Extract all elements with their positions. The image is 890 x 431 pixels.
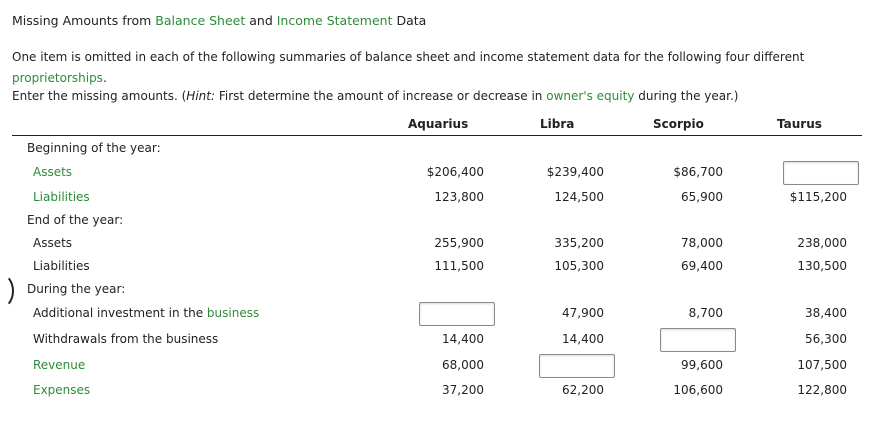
- input-aquarius-investment[interactable]: [419, 302, 495, 326]
- input-scorpio-withdrawals[interactable]: [660, 328, 736, 352]
- income-statement-link[interactable]: Income Statement: [276, 13, 393, 28]
- column-header-libra: Libra: [540, 117, 575, 131]
- cell-libra-end-assets: 335,200: [554, 236, 604, 250]
- cell-taurus-end-liabilities: 130,500: [797, 259, 847, 273]
- left-edge-arc: [0, 273, 14, 309]
- cell-scorpio-investment: 8,700: [688, 306, 723, 320]
- instructions: Enter the missing amounts. (Hint: First determine the amount of increase or decrease in owner's equity during the year.): [12, 89, 739, 103]
- cell-taurus-end-assets: 238,000: [797, 236, 847, 250]
- cell-scorpio-end-assets: 78,000: [681, 236, 723, 250]
- cell-libra-investment: 47,900: [562, 306, 604, 320]
- cell-taurus-beg-liabilities: $115,200: [789, 190, 847, 204]
- input-libra-revenue[interactable]: [539, 354, 615, 378]
- cell-aquarius-expenses: 37,200: [442, 383, 484, 397]
- cell-libra-withdrawals: 14,400: [562, 332, 604, 346]
- input-taurus-beg-assets[interactable]: [783, 161, 859, 185]
- cell-taurus-withdrawals: 56,300: [805, 332, 847, 346]
- cell-taurus-investment: 38,400: [805, 306, 847, 320]
- cell-aquarius-revenue: 68,000: [442, 358, 484, 372]
- column-header-aquarius: Aquarius: [408, 117, 469, 131]
- balance-sheet-link[interactable]: Balance Sheet: [155, 13, 246, 28]
- cell-scorpio-beg-assets: $86,700: [673, 165, 723, 179]
- cell-taurus-expenses: 122,800: [797, 383, 847, 397]
- row-label-expenses[interactable]: Expenses: [33, 383, 91, 397]
- cell-libra-beg-assets: $239,400: [546, 165, 604, 179]
- row-label-beg-liabilities[interactable]: Liabilities: [33, 190, 90, 204]
- row-label-revenue[interactable]: Revenue: [33, 358, 86, 372]
- column-header-scorpio: Scorpio: [653, 117, 704, 131]
- business-link[interactable]: business: [206, 306, 260, 320]
- cell-aquarius-withdrawals: 14,400: [442, 332, 484, 346]
- section-end: End of the year:: [27, 213, 124, 227]
- cell-scorpio-revenue: 99,600: [681, 358, 723, 372]
- column-header-taurus: Taurus: [777, 117, 822, 131]
- cell-libra-end-liabilities: 105,300: [554, 259, 604, 273]
- cell-scorpio-expenses: 106,600: [673, 383, 723, 397]
- cell-aquarius-beg-liabilities: 123,800: [434, 190, 484, 204]
- cell-taurus-revenue: 107,500: [797, 358, 847, 372]
- cell-scorpio-beg-liabilities: 65,900: [681, 190, 723, 204]
- section-beginning: Beginning of the year:: [27, 141, 161, 155]
- intro-paragraph: One item is omitted in each of the following summaries of balance sheet and income statement data for the following four different proprietorships.: [12, 50, 805, 85]
- row-label-end-liabilities: Liabilities: [33, 259, 90, 273]
- page-title: Missing Amounts from Balance Sheet and Income Statement Data: [12, 13, 427, 28]
- row-label-withdrawals: Withdrawals from the business: [33, 332, 219, 346]
- header-divider: [12, 135, 862, 136]
- row-label-beg-assets[interactable]: Assets: [33, 165, 73, 179]
- proprietorships-link[interactable]: proprietorships: [12, 71, 103, 85]
- row-label-end-assets: Assets: [33, 236, 73, 250]
- cell-scorpio-end-liabilities: 69,400: [681, 259, 723, 273]
- cell-libra-beg-liabilities: 124,500: [554, 190, 604, 204]
- cell-aquarius-beg-assets: $206,400: [426, 165, 484, 179]
- owners-equity-link[interactable]: owner's equity: [546, 89, 635, 103]
- section-during: During the year:: [27, 282, 126, 296]
- cell-aquarius-end-liabilities: 111,500: [434, 259, 484, 273]
- cell-aquarius-end-assets: 255,900: [434, 236, 484, 250]
- cell-libra-expenses: 62,200: [562, 383, 604, 397]
- row-label-investment: Additional investment in the business: [33, 306, 260, 320]
